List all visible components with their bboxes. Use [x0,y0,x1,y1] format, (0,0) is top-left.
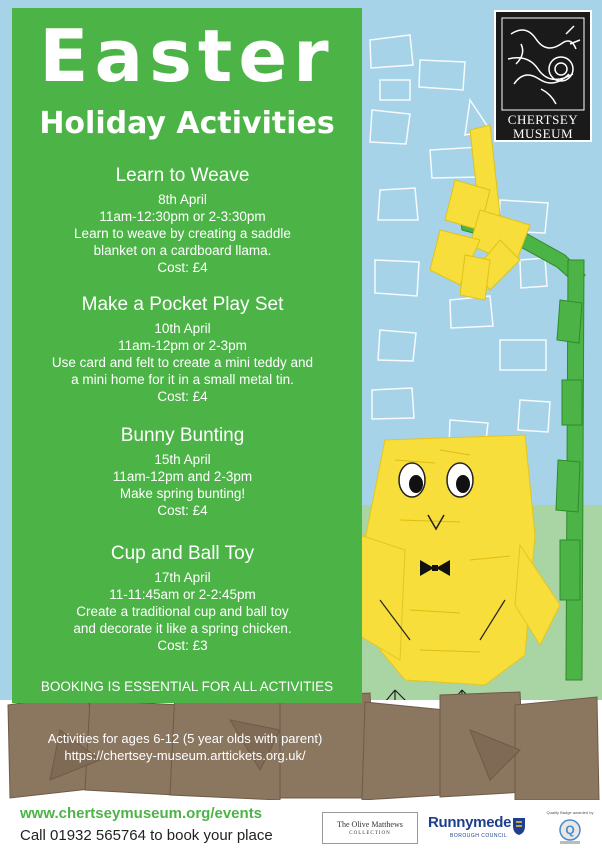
activity-description: Use card and felt to create a mini teddy and [51,355,314,370]
activity-time: 11am-12pm and 2-3pm [112,469,253,484]
activity-date: 10th April [154,321,211,336]
activity-description: Create a traditional cup and ball toy [76,604,289,619]
poster-subtitle: Holiday Activities [39,106,335,141]
olive-logo-sub: COLLECTION [349,830,391,836]
museum-logo-line2: MUSEUM [512,126,574,141]
activity-description: blanket on a cardboard llama. [93,243,272,258]
crest-icon [512,816,526,836]
runnymede-name: Runnymede [428,814,512,831]
activity-time: 11am-12:30pm or 2-3:30pm [99,209,266,224]
activity-title: Learn to Weave [115,165,250,186]
runnymede-logo [428,812,528,844]
activity-title: Cup and Ball Toy [110,543,255,564]
chertsey-museum-logo [494,10,592,142]
activity-cost: Cost: £3 [157,638,208,653]
museum-emblem-icon [496,14,590,112]
runnymede-sub: BOROUGH COUNCIL [450,833,508,839]
olive-matthews-logo [322,812,418,844]
activity-description: and decorate it like a spring chicken. [73,621,292,636]
activity-time: 11am-12pm or 2-3pm [118,338,247,353]
activity-description: a mini home for it in a small metal tin. [71,372,294,387]
booking-phone: Call 01932 565764 to book your place [20,827,273,844]
activity-date: 15th April [154,452,211,467]
booking-notice: BOOKING IS ESSENTIAL FOR ALL ACTIVITIES [40,679,334,694]
activity-pocket-play-set [20,293,345,405]
activity-cost: Cost: £4 [157,503,208,518]
activity-cost: Cost: £4 [157,389,208,404]
activity-title: Make a Pocket Play Set [81,294,284,315]
events-url[interactable]: www.chertseymuseum.org/events [20,805,263,822]
activity-description: Learn to weave by creating a saddle [74,226,291,241]
poster-title: Easter [39,14,335,98]
activity-cup-and-ball [20,542,345,654]
quality-badge-icon [557,818,583,846]
quality-badge-text: Quality Badge awarded by [546,810,594,815]
quality-badge-logo [545,810,595,848]
activity-cost: Cost: £4 [157,260,208,275]
activity-date: 8th April [158,192,207,207]
olive-logo-name: The Olive Matthews [337,819,403,829]
activity-title: Bunny Bunting [120,425,245,446]
ages-line: Activities for ages 6-12 (5 year olds with parent) [47,731,323,746]
svg-text:Q: Q [565,823,575,837]
activity-time: 11-11:45am or 2-2:45pm [109,587,256,602]
ages-info [20,730,350,764]
activity-date: 17th April [154,570,211,585]
activity-bunny-bunting [20,424,345,519]
activity-description: Make spring bunting! [119,486,246,501]
museum-logo-line1: CHERTSEY [507,112,579,127]
ticket-link[interactable]: https://chertsey-museum.arttickets.org.uk/ [64,748,306,763]
activity-weave [20,164,345,276]
